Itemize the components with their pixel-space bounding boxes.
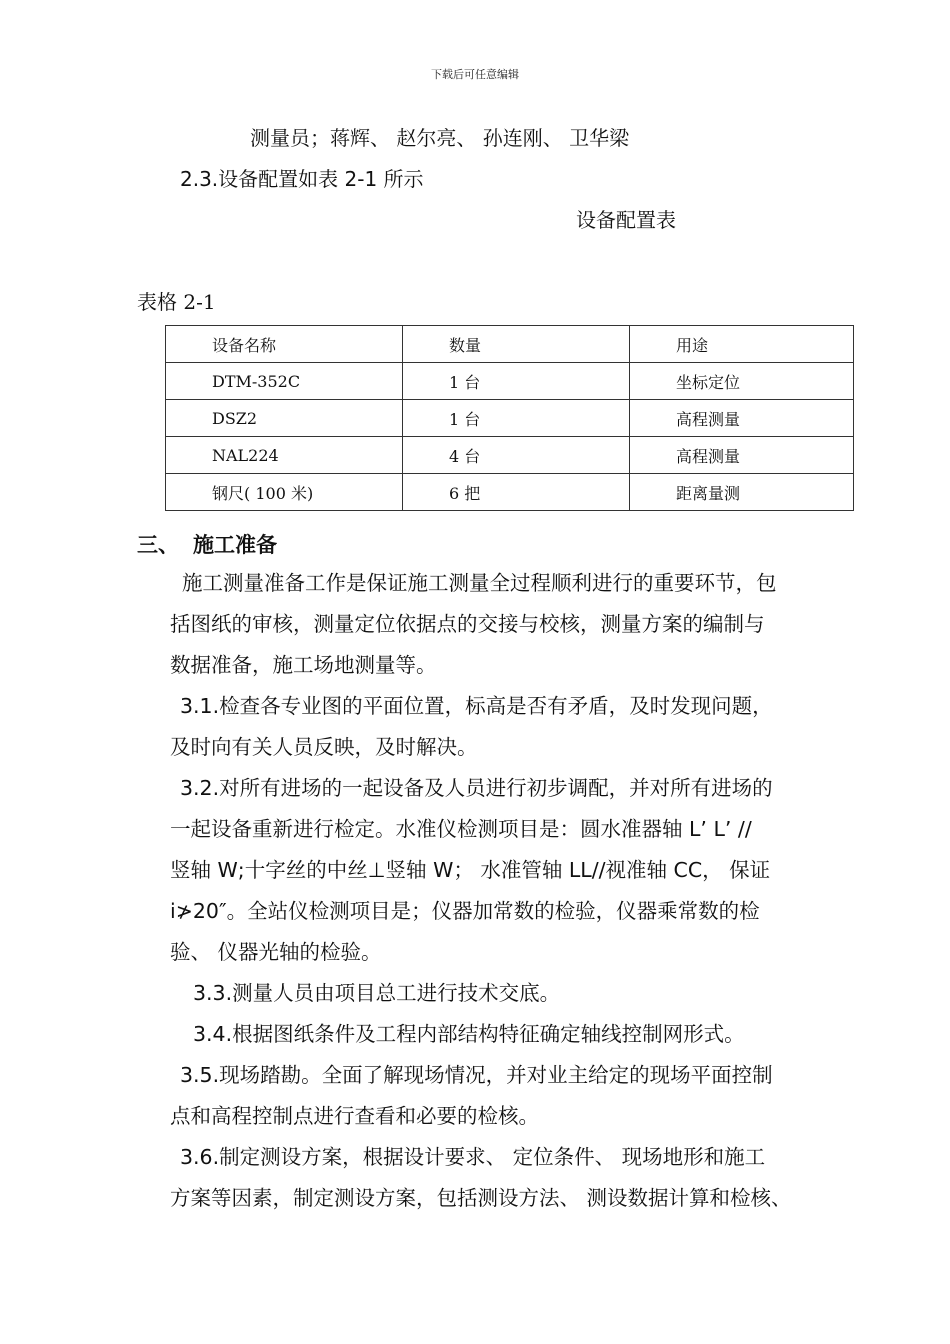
paragraph-3-2-line: 竖轴 W;十字丝的中丝⊥竖轴 W； 水准管轴 LL//视准轴 CC， 保证: [170, 858, 771, 882]
paragraph-3-2-line: i≯20″。全站仪检测项目是；仪器加常数的检验，仪器乘常数的检: [170, 899, 760, 923]
item-2-3: 2.3.设备配置如表 2-1 所示: [180, 167, 424, 191]
table-header-cell: 数量: [403, 326, 630, 363]
surveyors-line: 测量员；蒋辉、 赵尔亮、 孙连刚、 卫华梁: [250, 126, 630, 150]
table-label: 表格 2-1: [137, 290, 216, 314]
table-cell: DTM-352C: [166, 363, 403, 400]
paragraph-3-2-line: 一起设备重新进行检定。水准仪检测项目是：圆水准器轴 L’ L’ //: [170, 817, 752, 841]
paragraph-3-2-line: 验、 仪器光轴的检验。: [170, 940, 382, 964]
paragraph-3-6-line: 方案等因素，制定测设方案，包括测设方法、 测设数据计算和检核、: [170, 1186, 792, 1210]
table-row: [166, 363, 854, 400]
paragraph-3-1-line: 3.1.检查各专业图的平面位置，标高是否有矛盾，及时发现问题，: [180, 694, 773, 718]
table-cell: NAL224: [166, 437, 403, 474]
table-cell: DSZ2: [166, 400, 403, 437]
intro-line: 数据准备，施工场地测量等。: [170, 653, 437, 677]
paragraph-3-5-line: 3.5.现场踏勘。全面了解现场情况，并对业主给定的现场平面控制: [180, 1063, 773, 1087]
intro-line: 施工测量准备工作是保证施工测量全过程顺利进行的重要环节，包: [182, 571, 777, 595]
paragraph-3-2-line: 3.2.对所有进场的一起设备及人员进行初步调配，并对所有进场的: [180, 776, 773, 800]
table-header-row: [166, 326, 854, 363]
paragraph-3-3: 3.3.测量人员由项目总工进行技术交底。: [193, 981, 561, 1005]
table-cell: 钢尺( 100 米): [166, 474, 403, 511]
paragraph-3-6-line: 3.6.制定测设方案，根据设计要求、 定位条件、 现场地形和施工: [180, 1145, 766, 1169]
table-row: [166, 474, 854, 511]
table-cell: 坐标定位: [630, 363, 854, 400]
section-number: 三、: [137, 533, 179, 557]
equipment-table: [165, 325, 854, 511]
table-header-cell: 设备名称: [166, 326, 403, 363]
paragraph-3-5-line: 点和高程控制点进行查看和必要的检核。: [170, 1104, 539, 1128]
table-cell: 6 把: [403, 474, 630, 511]
section-title: 施工准备: [193, 533, 277, 557]
table-cell: 1 台: [403, 400, 630, 437]
table-cell: 距离量测: [630, 474, 854, 511]
table-cell: 高程测量: [630, 437, 854, 474]
table-title: 设备配置表: [576, 208, 676, 232]
table-row: [166, 437, 854, 474]
intro-line: 括图纸的审核，测量定位依据点的交接与校核，测量方案的编制与: [170, 612, 765, 636]
table-cell: 4 台: [403, 437, 630, 474]
paragraph-3-4: 3.4.根据图纸条件及工程内部结构特征确定轴线控制网形式。: [193, 1022, 745, 1046]
table-cell: 高程测量: [630, 400, 854, 437]
paragraph-3-1-line: 及时向有关人员反映，及时解决。: [170, 735, 478, 759]
table-row: [166, 400, 854, 437]
table-cell: 1 台: [403, 363, 630, 400]
header-note: 下载后可任意编辑: [431, 68, 519, 81]
table-header-cell: 用途: [630, 326, 854, 363]
